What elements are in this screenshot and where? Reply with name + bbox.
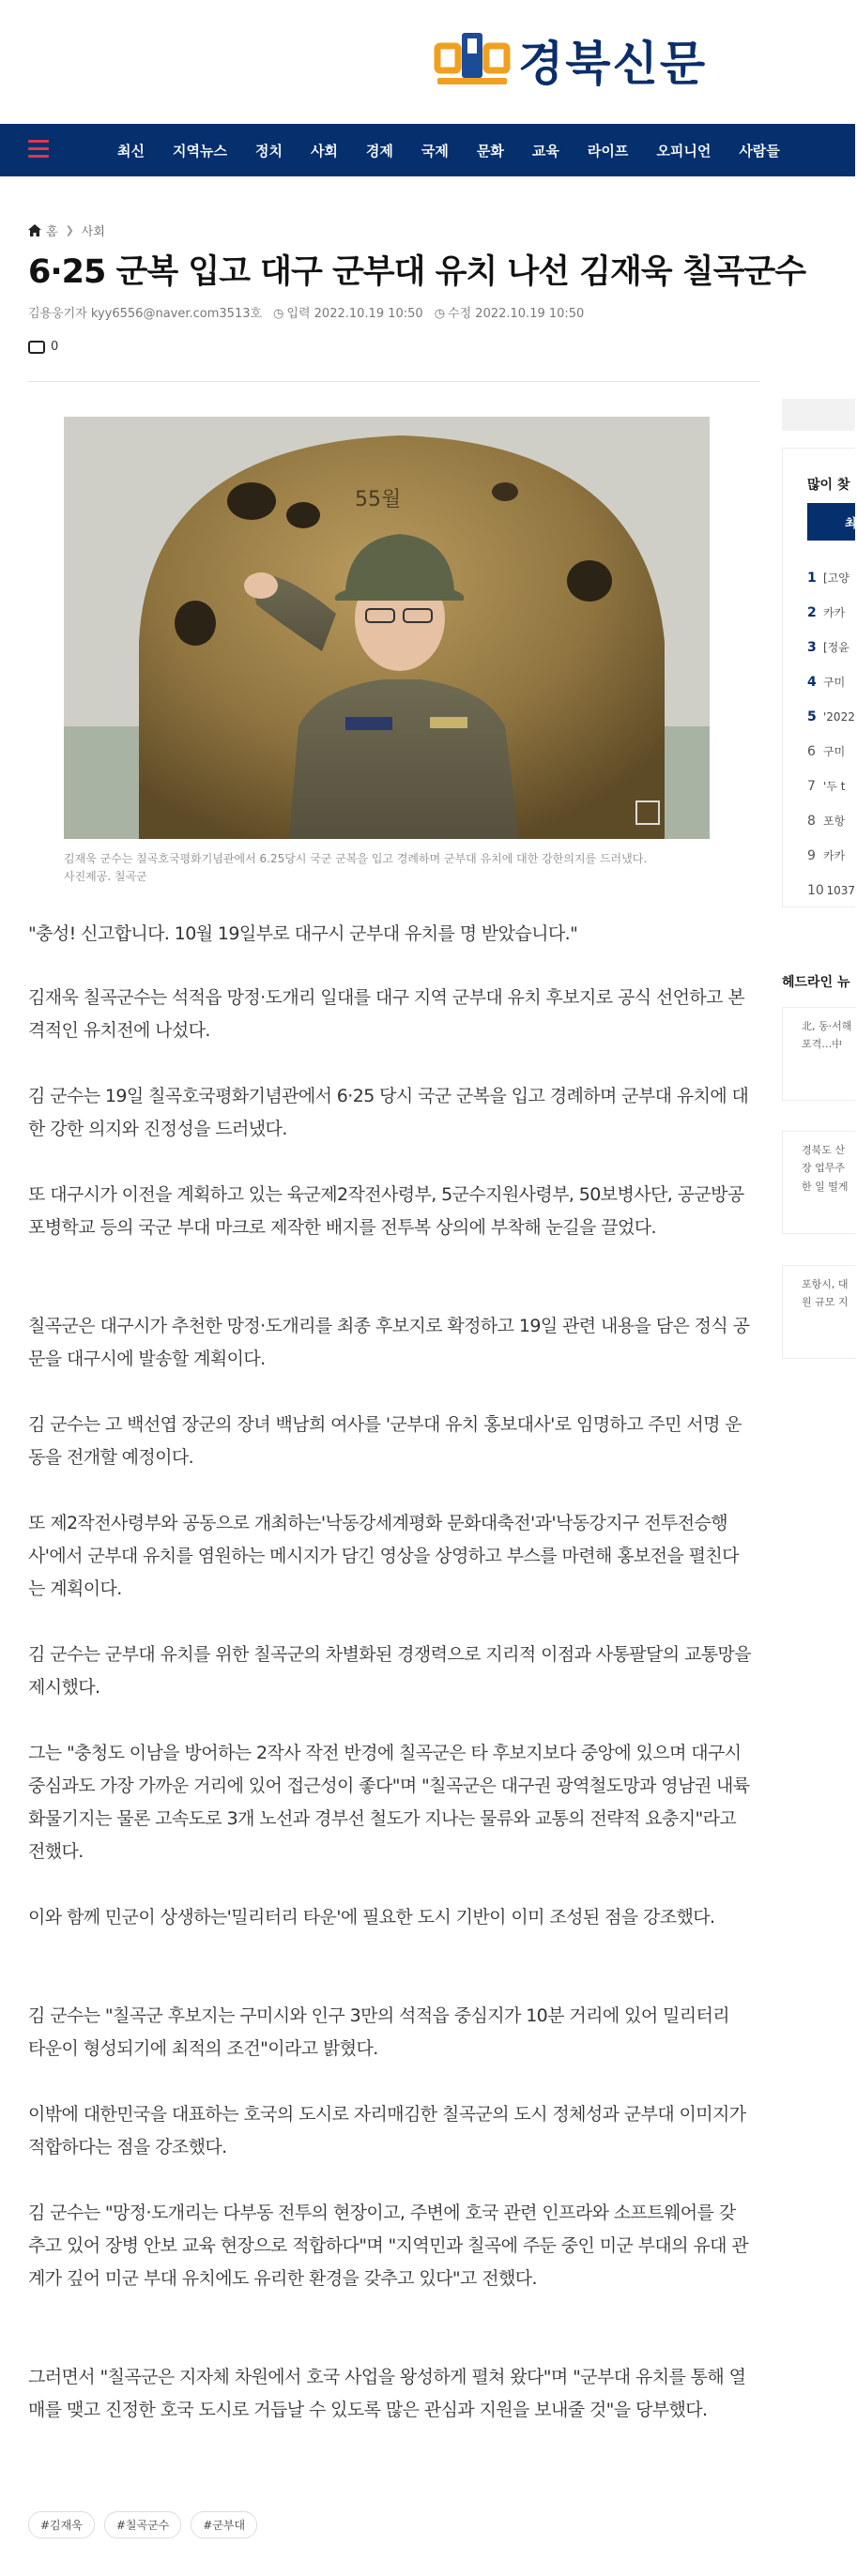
breadcrumb-section[interactable]: 사회 (81, 225, 105, 239)
photo-illustration (64, 417, 710, 839)
popular-item[interactable]: 7 '두 t (807, 778, 846, 794)
tag-chip[interactable]: #군부대 (191, 2511, 257, 2538)
popular-tab[interactable]: 최 (807, 503, 855, 541)
headline-news-title: 헤드라인 뉴 (782, 975, 850, 990)
nav-item-life[interactable]: 라이프 (587, 142, 629, 160)
popular-item[interactable]: 2 카카 (807, 604, 846, 620)
popular-news-title: 많이 찾 (807, 478, 850, 493)
popular-item[interactable]: 6 구미 (807, 743, 846, 759)
popular-item[interactable]: 4 구미 (807, 674, 846, 690)
nav-item-culture[interactable]: 문화 (476, 142, 504, 160)
tag-chip[interactable]: #김재욱 (28, 2511, 95, 2538)
main-navbar (0, 124, 855, 176)
article-paragraph: 김 군수는 고 백선엽 장군의 장녀 백남희 여사를 '군부대 유치 홍보대사'로 임명하고 주민 서명 운동을 전개할 예정이다. (28, 1414, 742, 1469)
tag-chip[interactable]: #칠곡군수 (104, 2511, 181, 2538)
clock-icon: ◷ (273, 307, 284, 321)
home-icon[interactable] (28, 224, 41, 236)
nav-item-international[interactable]: 국제 (421, 142, 449, 160)
article-photo[interactable] (64, 417, 710, 839)
article-paragraph: 김재욱 칠곡군수는 석적읍 망정·도개리 일대를 대구 지역 군부대 유치 후보지로 공식 선언하고 본격적인 유치전에 나섰다. (28, 987, 745, 1042)
headline-card[interactable]: 포항시, 대 원 규모 지 (782, 1265, 855, 1359)
comment-count-value: 0 (51, 340, 59, 354)
breadcrumb-home[interactable]: 홈 (46, 225, 58, 239)
article-title: 6·25 군복 입고 대구 군부대 유치 나선 김재욱 칠곡군수 (28, 253, 806, 291)
article-author: 김용웅기자 kyy6556@naver.com3513호 (28, 307, 263, 321)
article-meta (28, 303, 584, 321)
hamburger-menu-icon[interactable] (28, 140, 49, 159)
nav-item-opinion[interactable]: 오피니언 (656, 142, 712, 160)
nav-item-politics[interactable]: 정치 (254, 142, 283, 160)
breadcrumb (28, 221, 105, 239)
popular-item[interactable]: 10 1037 (807, 882, 855, 898)
article-paragraph: 김 군수는 19일 칠곡호국평화기념관에서 6·25 당시 국군 군복을 입고 경례하며 군부대 유치에 대한 강한 의지와 진정성을 드러냈다. (28, 1086, 749, 1140)
article-input-date: ◷ 입력 2022.10.19 10:50 (273, 307, 423, 321)
article-paragraph: 또 제2작전사령부와 공동으로 개최하는'낙동강세계평화 문화대축전'과'낙동강지구 전투전승행사'에서 군부대 유치를 염원하는 메시지가 담긴 영상을 상영하고 부스를 마련해 홍보전을 펼친다는 계획이다. (28, 1513, 739, 1600)
popular-item[interactable]: 5 '2022 (807, 709, 855, 724)
article-paragraph: 이밖에 대한민국을 대표하는 호국의 도시로 자리매김한 칠곡군의 도시 정체성과 군부대 이미지가 적합하다는 점을 강조했다. (28, 2104, 746, 2158)
article-paragraph: "충성! 신고합니다. 10월 19일부로 대구시 군부대 유치를 명 받았습니다." (28, 923, 578, 944)
site-header (0, 0, 855, 124)
article-tags (28, 2511, 257, 2538)
clock-icon: ◷ (434, 307, 446, 321)
comment-count[interactable] (28, 340, 58, 354)
logo-text: 경북신문 (518, 37, 708, 91)
nav-item-people[interactable]: 사람들 (739, 142, 780, 160)
nav-item-economy[interactable]: 경제 (365, 142, 393, 160)
popular-item[interactable]: 9 카카 (807, 847, 846, 863)
article-paragraph: 그는 "충청도 이남을 방어하는 2작사 작전 반경에 칠곡군은 타 후보지보다 중앙에 있으며 대구시 중심과도 가장 가까운 거리에 있어 접근성이 좋다"며 "칠곡군은 대구권 광역철도망과 영남권 내륙화물기지는 물론 고속도로 3개 노선과 경부선 철도가 지나는 물류와 교통의 전략적 요충지"라고 전했다. (28, 1743, 750, 1863)
header-divider (28, 381, 760, 382)
headline-card[interactable]: 경북도 산 장 업무주 한 일 떨게 (782, 1131, 855, 1234)
nav-item-education[interactable]: 교육 (531, 142, 559, 160)
expand-photo-icon[interactable] (674, 803, 702, 831)
article-modified-date: ◷ 수정 2022.10.19 10:50 (434, 307, 585, 321)
popular-item[interactable]: 1 [고양 (807, 570, 849, 586)
helmet-engraving: 55월 (355, 488, 402, 511)
article-paragraph: 김 군수는 군부대 유치를 위한 칠곡군의 차별화된 경쟁력으로 지리적 이점과 사통팔달의 교통망을 제시했다. (28, 1644, 751, 1699)
article-paragraph: 또 대구시가 이전을 계획하고 있는 육군제2작전사령부, 5군수지원사령부, 50보병사단, 공군방공포병학교 등의 국군 부대 마크로 제작한 배지를 전투복 상의에 부착해 눈길을 끌었다. (28, 1184, 744, 1239)
comment-icon (28, 341, 45, 354)
headline-card[interactable]: 北, 동·서해 포격…中 (782, 1007, 855, 1101)
article-paragraph: 칠곡군은 대구시가 추천한 망정·도개리를 최종 후보지로 확정하고 19일 관련 내용을 담은 정식 공문을 대구시에 발송할 계획이다. (28, 1316, 750, 1370)
article-paragraph: 김 군수는 "망정·도개리는 다부동 전투의 현장이고, 주변에 호국 관련 인프라와 소프트웨어를 갖추고 있어 장병 안보 교육 현장으로 적합하다"며 "지역민과 칠곡에 주둔 중인 미군 부대의 유대 관계가 깊어 미군 부대 유치에도 유리한 환경을 갖추고 있다"고 전했다. (28, 2203, 749, 2290)
photo-caption: 김재욱 군수는 칠곡호국평화기념관에서 6.25당시 국군 군복을 입고 경례하며 군부대 유치에 대한 강한의지를 드러냈다. 사진제공. 칠곡군 (64, 852, 648, 883)
nav-item-society[interactable]: 사회 (310, 142, 338, 160)
chevron-right-icon: ❯ (65, 224, 74, 236)
article-paragraph: 김 군수는 "칠곡군 후보지는 구미시와 인구 3만의 석적읍 중심지가 10분 거리에 있어 밀리터리 타운이 형성되기에 최적의 조건"이라고 밝혔다. (28, 2005, 730, 2060)
article-paragraph: 이와 함께 민군이 상생하는'밀리터리 타운'에 필요한 도시 기반이 이미 조성된 점을 강조했다. (28, 1907, 715, 1928)
popular-item[interactable]: 8 포항 (807, 813, 846, 829)
site-logo[interactable] (434, 26, 707, 94)
nav-item-latest[interactable]: 최신 (117, 142, 145, 160)
logo-mark-icon (434, 27, 511, 93)
nav-item-local[interactable]: 지역뉴스 (172, 142, 227, 160)
nav-menu (117, 124, 808, 176)
popular-item[interactable]: 3 [정윤 (807, 639, 849, 655)
article-paragraph: 그러면서 "칠곡군은 지자체 차원에서 호국 사업을 왕성하게 펼쳐 왔다"며 "군부대 유치를 통해 열매를 맺고 진정한 호국 도시로 거듭날 수 있도록 많은 관심과 지원을 보내줄 것"을 당부했다. (28, 2367, 746, 2421)
sidebar-ad-bar (782, 399, 855, 431)
